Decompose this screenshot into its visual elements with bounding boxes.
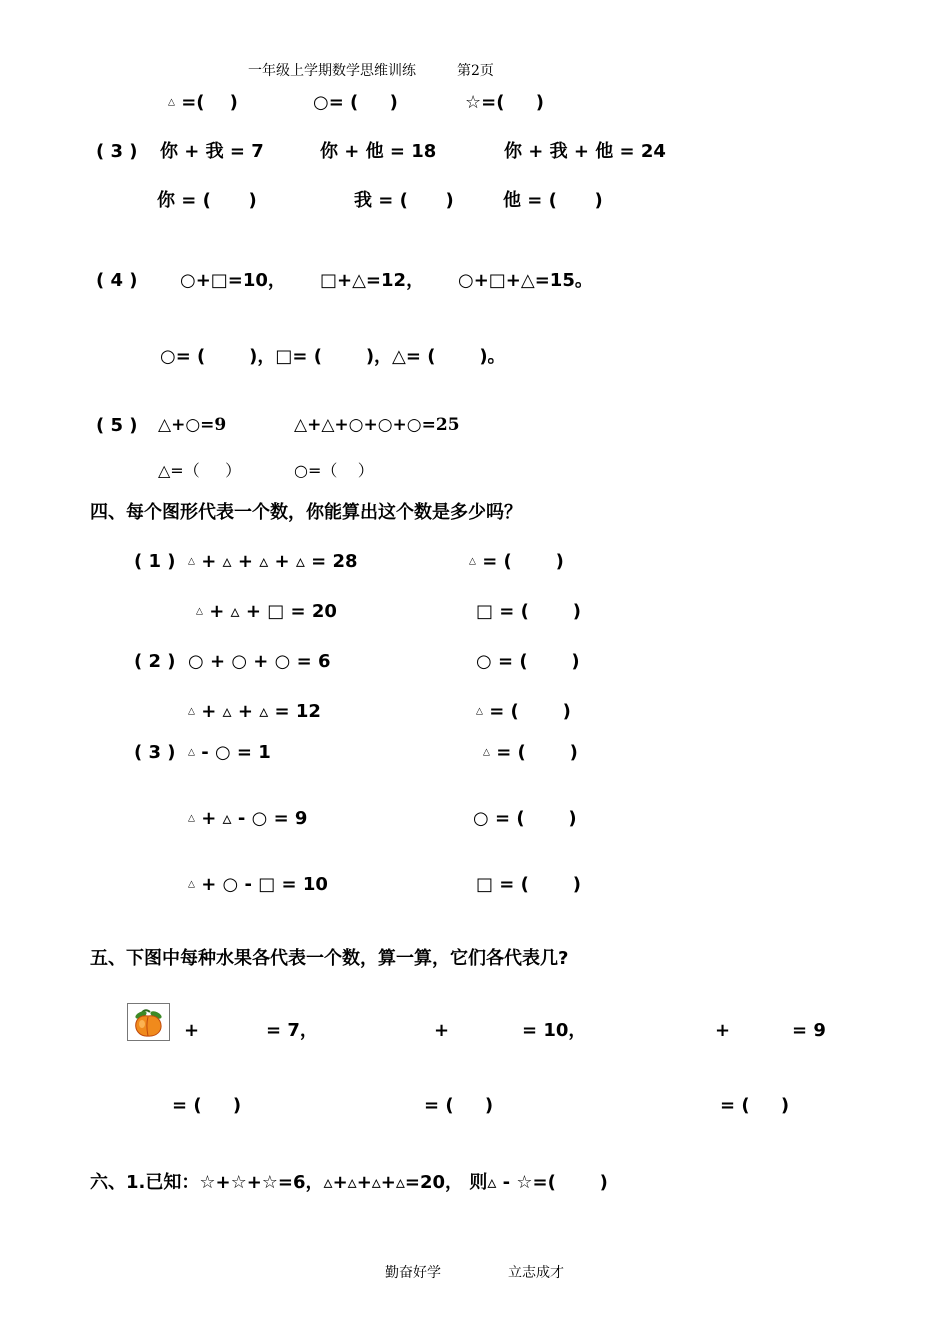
q3-equation-2: 你 + 他 = 18	[320, 141, 437, 162]
q4-label: ( 4 )	[96, 270, 138, 291]
footer-right: 立志成才	[508, 1265, 564, 1281]
q3-answer-him: 他 = ( )	[503, 190, 603, 211]
triangle-icon: △	[196, 606, 203, 617]
page-number: 第2页	[457, 63, 494, 79]
top-answer-star: ☆=( )	[465, 92, 545, 113]
s4-p3-equation-1: △ - ○ = 1	[188, 742, 271, 763]
s4-p1-answer-1: △ = ( )	[469, 551, 564, 572]
s5-eq2-result: = 10，	[522, 1020, 587, 1041]
q5-label: ( 5 )	[96, 415, 138, 436]
s5-eq3-result: = 9	[792, 1020, 826, 1041]
q4-equation-1: ○+□=10，	[180, 270, 286, 291]
s4-p1-equation-1: △ + ▵ + ▵ + ▵ = 28	[188, 551, 358, 572]
triangle-icon: △	[188, 556, 195, 567]
q5-answer-circle: ○=（ ）	[294, 461, 374, 480]
triangle-icon: △	[188, 879, 195, 890]
q3-equation-1: 你 + 我 = 7	[160, 141, 264, 162]
s5-answer-3: = ( )	[720, 1095, 790, 1116]
q4-equation-2: □+△=12，	[320, 270, 425, 291]
triangle-icon: △	[188, 706, 195, 717]
s4-p2-equation-1: ○ + ○ + ○ = 6	[188, 651, 331, 672]
s4-p3-answer-2: ○ = ( )	[473, 808, 577, 829]
s4-p2-answer-1: ○ = ( )	[476, 651, 580, 672]
s4-p1-label: ( 1 )	[134, 551, 176, 572]
header-title: 一年级上学期数学思维训练	[248, 63, 416, 79]
section-4-title: 四、每个图形代表一个数，你能算出这个数是多少吗？	[90, 502, 522, 523]
top-answer-triangle: △ =( )	[168, 92, 238, 113]
triangle-icon: △	[188, 813, 195, 824]
section-5-title: 五、下图中每种水果各代表一个数，算一算，它们各代表几?	[90, 948, 569, 969]
peach-image	[127, 1003, 170, 1041]
s5-eq1-result: = 7，	[266, 1020, 318, 1041]
q3-answer-me: 我 = ( )	[354, 190, 454, 211]
q3-equation-3: 你 + 我 + 他 = 24	[504, 141, 666, 162]
s5-eq1-plus: +	[184, 1020, 200, 1041]
q5-equation-1: △+○=9	[158, 415, 227, 435]
triangle-icon: △	[476, 706, 483, 717]
triangle-icon: △	[483, 747, 490, 758]
q3-answer-you: 你 = ( )	[157, 190, 257, 211]
triangle-icon: △	[188, 747, 195, 758]
s5-eq3-plus: +	[715, 1020, 731, 1041]
q3-label: ( 3 )	[96, 141, 138, 162]
s4-p2-label: ( 2 )	[134, 651, 176, 672]
s4-p3-equation-2: △ + ▵ - ○ = 9	[188, 808, 308, 829]
s5-eq2-plus: +	[434, 1020, 450, 1041]
q4-equation-3: ○+□+△=15。	[458, 270, 593, 291]
s4-p1-answer-2: □ = ( )	[476, 601, 581, 622]
top-answer-circle: ○= ( )	[313, 92, 398, 113]
q4-answers: ○= ( )，□= ( )，△= ( )。	[160, 346, 506, 367]
s4-p3-label: ( 3 )	[134, 742, 176, 763]
q5-answer-triangle: △=（ ）	[158, 461, 242, 480]
s4-p2-answer-2: △ = ( )	[476, 701, 571, 722]
s5-answer-1: = ( )	[172, 1095, 242, 1116]
s4-p3-answer-1: △ = ( )	[483, 742, 578, 763]
s4-p2-equation-2: △ + ▵ + ▵ = 12	[188, 701, 321, 722]
section-6-line: 六、1.已知：☆+☆+☆=6，▵+▵+▵+▵=20， 则▵ - ☆=( )	[90, 1172, 608, 1193]
s4-p1-equation-2: △ + ▵ + □ = 20	[196, 601, 337, 622]
s4-p3-equation-3: △ + ○ - □ = 10	[188, 874, 328, 895]
triangle-icon: △	[168, 97, 175, 108]
s4-p3-answer-3: □ = ( )	[476, 874, 581, 895]
footer-left: 勤奋好学	[385, 1265, 441, 1281]
q5-equation-2: △+△+○+○+○=25	[294, 415, 460, 435]
triangle-icon: △	[469, 556, 476, 567]
s5-answer-2: = ( )	[424, 1095, 494, 1116]
peach-icon	[128, 1004, 169, 1040]
